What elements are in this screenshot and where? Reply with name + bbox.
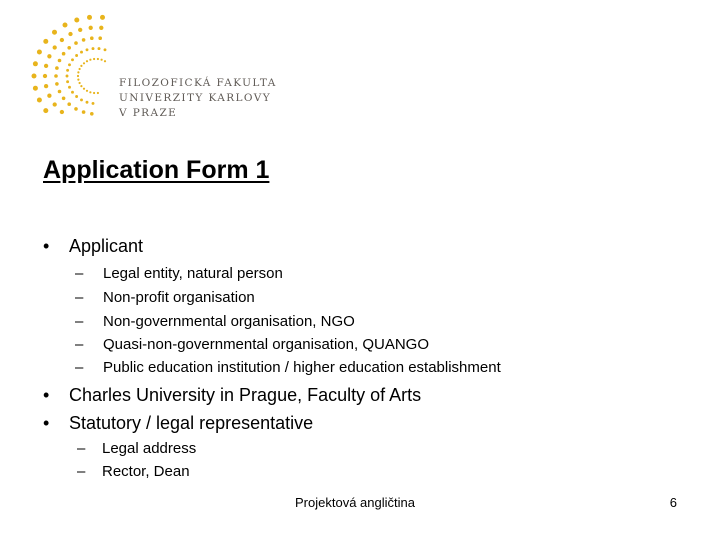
sub-item: [75, 265, 283, 282]
sun-dot: [58, 59, 62, 63]
sun-dot: [37, 98, 42, 103]
sun-dot: [86, 60, 88, 62]
sun-dot: [86, 101, 89, 104]
sun-dot: [62, 52, 66, 56]
sub-marker: –: [75, 289, 84, 306]
footer-course-name: Projektová angličtina: [295, 495, 415, 510]
sun-dot: [82, 38, 86, 42]
bullet-statutory-representative: [43, 413, 313, 434]
sub-item: [75, 289, 255, 306]
sun-dot: [100, 15, 105, 20]
sub-item: [77, 463, 190, 480]
sun-dot: [43, 108, 48, 113]
bullet-charles-university: [43, 385, 421, 406]
sun-dot: [93, 92, 95, 94]
sun-dot: [89, 59, 91, 61]
sun-dot: [74, 18, 79, 23]
sun-dot: [60, 110, 64, 114]
sun-dot: [77, 79, 79, 81]
sun-dot: [104, 60, 106, 62]
sun-dot: [86, 90, 88, 92]
bullet-label: Charles University in Prague, Faculty of Arts: [69, 385, 422, 405]
sub-marker: –: [77, 440, 86, 457]
sun-dot: [44, 64, 48, 68]
sun-dot: [83, 62, 85, 64]
sun-dot: [63, 23, 68, 28]
sun-dot: [89, 91, 91, 93]
sun-dot: [74, 107, 78, 111]
sub-item-label: Public education institution / higher education establishment: [103, 359, 501, 376]
sun-dot: [71, 58, 74, 61]
sun-dot: [33, 86, 38, 91]
sun-dot: [80, 85, 82, 87]
sun-dot: [80, 98, 83, 101]
sun-dot: [60, 38, 64, 42]
sun-dot: [58, 90, 62, 94]
sun-dot: [71, 91, 74, 94]
sun-dot: [87, 15, 92, 20]
logo-wordmark: [119, 76, 277, 121]
sun-dot: [75, 95, 78, 98]
sun-dot: [66, 69, 69, 72]
sun-dot: [80, 51, 83, 54]
sun-dot: [79, 68, 81, 70]
sun-dot: [68, 86, 71, 89]
sun-dot: [101, 59, 103, 61]
sun-dot: [98, 36, 102, 40]
sun-dot: [98, 47, 101, 50]
sun-emblem-icon: [18, 8, 108, 116]
sub-item: [75, 336, 429, 353]
bullet-applicant: [43, 236, 143, 257]
sub-item-label: Legal entity, natural person: [103, 265, 283, 282]
sun-dot: [32, 74, 37, 79]
sun-dot: [90, 36, 94, 40]
logo-line-3: V PRAZE: [119, 107, 178, 119]
sun-dot: [90, 112, 94, 116]
logo-line-1: FILOZOFICKÁ FAKULTA: [119, 77, 277, 89]
sun-dot: [86, 48, 89, 51]
sub-item-label: Non-governmental organisation, NGO: [103, 313, 355, 330]
sun-dot: [97, 92, 99, 94]
sub-item: [75, 313, 355, 330]
sun-dot: [53, 102, 57, 106]
sun-dot: [53, 45, 57, 49]
sub-item: [75, 359, 501, 376]
sun-dot: [77, 75, 79, 77]
sub-marker: –: [75, 359, 84, 376]
sun-dot: [92, 102, 95, 105]
sub-item: [77, 440, 196, 457]
sun-dot: [47, 54, 51, 58]
sun-dot: [77, 71, 79, 73]
sun-dot: [104, 48, 107, 51]
sun-dot: [79, 82, 81, 84]
sun-dot: [67, 46, 71, 50]
sub-marker: –: [75, 265, 84, 282]
sun-dot: [93, 58, 95, 60]
faculty-logo: [18, 8, 277, 119]
sun-dot: [55, 82, 59, 86]
sub-marker: –: [77, 463, 86, 480]
sub-marker: –: [75, 313, 84, 330]
sun-dot: [52, 30, 57, 35]
logo-line-2: UNIVERZITY KARLOVY: [119, 92, 272, 104]
sun-dot: [68, 32, 72, 36]
sun-dot: [89, 26, 93, 30]
sun-dot: [55, 66, 59, 70]
bullet-label: Statutory / legal representative: [69, 413, 314, 433]
sub-item-label: Rector, Dean: [102, 463, 190, 480]
sub-item-label: Quasi-non-governmental organisation, QUANGO: [103, 336, 429, 353]
sun-dot: [97, 58, 99, 60]
page-number: 6: [669, 495, 677, 510]
sun-dot: [43, 74, 47, 78]
bullet-marker: •: [43, 236, 50, 256]
sun-dot: [99, 26, 103, 30]
sub-item-label: Non-profit organisation: [103, 289, 255, 306]
sun-dot: [37, 50, 42, 55]
sun-dot: [74, 41, 78, 45]
sub-item-label: Legal address: [102, 440, 197, 457]
sun-dot: [68, 63, 71, 66]
bullet-marker: •: [43, 385, 50, 405]
sun-dot: [83, 88, 85, 90]
bullet-marker: •: [43, 413, 50, 433]
sun-dot: [54, 74, 58, 78]
sun-dot: [43, 39, 48, 44]
sun-dot: [66, 75, 69, 78]
bullet-label: Applicant: [69, 236, 144, 256]
sun-dot: [47, 94, 51, 98]
slide-title: Application Form 1: [43, 156, 270, 184]
sub-marker: –: [75, 336, 84, 353]
sun-dot: [33, 61, 38, 66]
sun-dot: [67, 102, 71, 106]
sun-dot: [80, 65, 82, 67]
sun-dot: [92, 47, 95, 50]
sun-dot: [82, 110, 86, 114]
sun-dot: [78, 28, 82, 32]
sun-dot: [62, 97, 66, 101]
sun-dot: [66, 80, 69, 83]
sun-dot: [75, 54, 78, 57]
sun-dot: [44, 84, 48, 88]
